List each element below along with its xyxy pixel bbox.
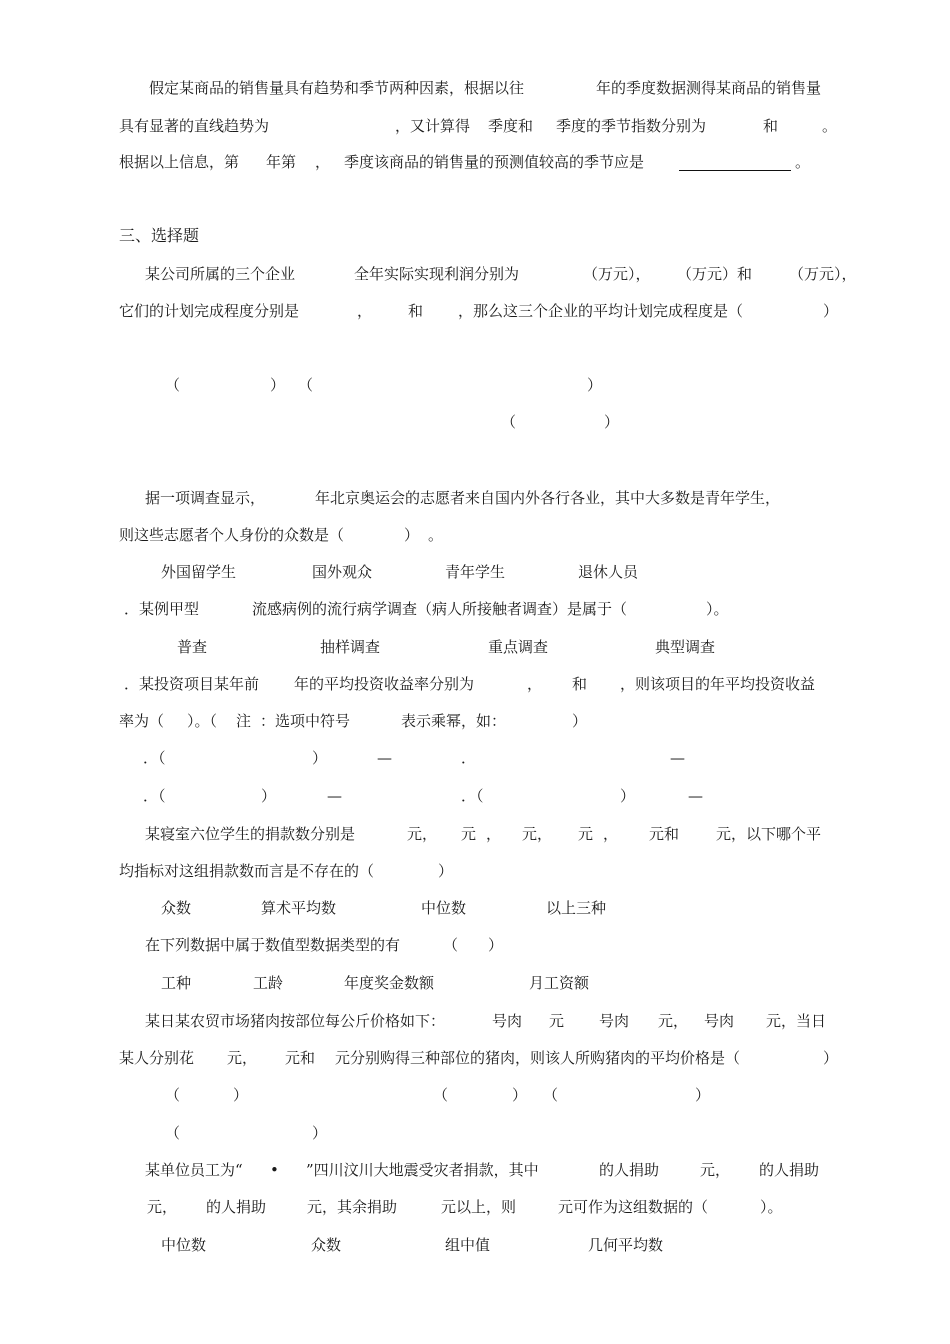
text: ） <box>438 862 454 880</box>
option[interactable]: 抽样调查 <box>320 638 381 656</box>
text: 元 <box>578 825 594 843</box>
option[interactable]: 几何平均数 <box>588 1236 664 1254</box>
text: ，又计算得 <box>395 117 471 135</box>
option[interactable]: 退休人员 <box>578 563 639 581</box>
option[interactable]: 普查 <box>177 638 208 656</box>
text: 元以上，则 <box>441 1198 517 1216</box>
text: ， <box>486 825 502 843</box>
text: ） <box>823 302 839 320</box>
option-paren: ） <box>512 1086 528 1104</box>
option-paren: ） <box>233 1086 249 1104</box>
text: （万元）， <box>583 265 651 283</box>
text: 某单位员工为“ <box>145 1161 243 1179</box>
option-paren: （ <box>501 413 517 431</box>
option-paren: ．（ <box>461 787 484 805</box>
text: ：选项中符号 <box>260 712 351 730</box>
text: 元， <box>407 825 438 843</box>
option[interactable]: 工龄 <box>253 974 284 992</box>
text: （万元）和 <box>677 265 753 283</box>
option-paren: ） <box>620 787 636 805</box>
text: 均指标对这组捐款数而言是不存在的（ <box>119 862 375 880</box>
text: 。 <box>795 153 811 171</box>
option-paren: ） <box>312 1124 328 1142</box>
text: ， <box>603 825 619 843</box>
text: 元， <box>522 825 553 843</box>
option[interactable]: 月工资额 <box>529 974 590 992</box>
option-dash: — <box>377 749 392 767</box>
text: ， <box>527 675 543 693</box>
option[interactable]: 国外观众 <box>312 563 373 581</box>
option[interactable]: 青年学生 <box>445 563 506 581</box>
text: ）。（ <box>187 712 218 730</box>
text: 元， <box>700 1161 731 1179</box>
option-paren: （ <box>165 376 181 394</box>
text: 全年实际实现利润分别为 <box>354 265 520 283</box>
text: ） <box>572 712 588 730</box>
option-dash: — <box>327 787 342 805</box>
option[interactable]: 以上三种 <box>546 899 607 917</box>
option[interactable]: 年度奖金数额 <box>344 974 435 992</box>
text: 某日某农贸市场猪肉按部位每公斤价格如下： <box>145 1012 446 1030</box>
text: （ <box>443 936 459 954</box>
text: ，那么这三个企业的平均计划完成程度是（ <box>458 302 744 320</box>
text: 和 <box>572 675 588 693</box>
option-paren: ） <box>270 376 286 394</box>
text: ， <box>315 153 331 171</box>
text: 流感病例的流行病学调查（病人所接触者调查）是属于（ <box>252 600 628 618</box>
option-paren: ） <box>695 1086 711 1104</box>
text: 则这些志愿者个人身份的众数是（ <box>119 526 345 544</box>
text: 在下列数据中属于数值型数据类型的有 <box>145 936 401 954</box>
text: 和 <box>763 117 779 135</box>
option[interactable]: 中位数 <box>421 899 467 917</box>
option-marker: ． <box>461 749 477 767</box>
text: 的人捐助 <box>206 1198 267 1216</box>
text: 假定某商品的销售量具有趋势和季节两种因素，根据以往 <box>149 79 525 97</box>
text: 元， <box>227 1049 258 1067</box>
text: 元分别购得三种部位的猪肉，则该人所购猪肉的平均价格是（ <box>335 1049 741 1067</box>
text: 。 <box>428 526 444 544</box>
text: 元 <box>549 1012 565 1030</box>
text: ） <box>404 526 420 544</box>
text: 某寝室六位学生的捐款数分别是 <box>145 825 356 843</box>
text: 某公司所属的三个企业 <box>145 265 296 283</box>
text: 年第 <box>266 153 297 171</box>
text: 的人捐助 <box>759 1161 820 1179</box>
option-paren: ．（ <box>143 749 166 767</box>
text: ．某投资项目某年前 <box>124 675 260 693</box>
text: 和 <box>408 302 424 320</box>
option-dash: — <box>688 787 703 805</box>
text: 元和 <box>285 1049 316 1067</box>
text: 具有显著的直线趋势为 <box>119 117 270 135</box>
text: 率为（ <box>119 712 165 730</box>
option-paren: （ <box>165 1086 181 1104</box>
option-paren: （ <box>298 376 314 394</box>
text: 据一项调查显示， <box>145 489 266 507</box>
option-paren: ） <box>312 749 328 767</box>
text: ， <box>357 302 373 320</box>
option[interactable]: 外国留学生 <box>161 563 237 581</box>
text: 表示乘幂，如： <box>401 712 507 730</box>
text: ．某例甲型 <box>124 600 200 618</box>
option-paren: ．（ <box>143 787 166 805</box>
text: 季度的季节指数分别为 <box>556 117 707 135</box>
option[interactable]: 重点调查 <box>488 638 549 656</box>
text: 年的平均投资收益率分别为 <box>294 675 475 693</box>
option-paren: （ <box>543 1086 559 1104</box>
option[interactable]: 众数 <box>161 899 192 917</box>
option[interactable]: 典型调查 <box>655 638 716 656</box>
text: 元， <box>147 1198 178 1216</box>
text: 季度该商品的销售量的预测值较高的季节应是 <box>344 153 645 171</box>
text: 号肉 <box>704 1012 735 1030</box>
text: ”四川汶川大地震受灾者捐款，其中 <box>306 1161 539 1179</box>
text: 元，当日 <box>766 1012 827 1030</box>
text: 元，其余捐助 <box>307 1198 398 1216</box>
option-paren: （ <box>165 1124 181 1142</box>
text: 季度和 <box>488 117 534 135</box>
text: 的人捐助 <box>599 1161 660 1179</box>
text: （万元）， <box>789 265 857 283</box>
text: 根据以上信息，第 <box>119 153 240 171</box>
text: ） <box>488 936 504 954</box>
option[interactable]: 组中值 <box>445 1236 491 1254</box>
text: 某人分别花 <box>119 1049 195 1067</box>
text: ） <box>823 1049 839 1067</box>
text: 元 <box>461 825 477 843</box>
text: 元和 <box>649 825 680 843</box>
text: 。 <box>822 117 838 135</box>
section-title: 三、选择题 <box>119 226 200 245</box>
text: 号肉 <box>599 1012 630 1030</box>
text: 它们的计划完成程度分别是 <box>119 302 300 320</box>
option-paren: （ <box>433 1086 449 1104</box>
text: • <box>270 1161 279 1179</box>
option[interactable]: 中位数 <box>161 1236 207 1254</box>
option[interactable]: 工种 <box>161 974 192 992</box>
text: 注 <box>236 712 252 730</box>
option-dash: — <box>670 749 685 767</box>
text: 元， <box>658 1012 689 1030</box>
text: ）。 <box>760 1198 783 1216</box>
option[interactable]: 众数 <box>311 1236 342 1254</box>
text: 号肉 <box>492 1012 523 1030</box>
option-paren: ） <box>587 376 603 394</box>
text: ，则该项目的年平均投资收益 <box>620 675 816 693</box>
text: 元，以下哪个平 <box>716 825 822 843</box>
answer-blank[interactable] <box>679 170 791 171</box>
option-paren: ） <box>261 787 277 805</box>
option[interactable]: 算术平均数 <box>261 899 337 917</box>
option-paren: ） <box>604 413 620 431</box>
text: ）。 <box>706 600 729 618</box>
text: 元可作为这组数据的（ <box>558 1198 709 1216</box>
text: 年北京奥运会的志愿者来自国内外各行各业，其中大多数是青年学生， <box>315 489 781 507</box>
text: 年的季度数据测得某商品的销售量 <box>596 79 822 97</box>
